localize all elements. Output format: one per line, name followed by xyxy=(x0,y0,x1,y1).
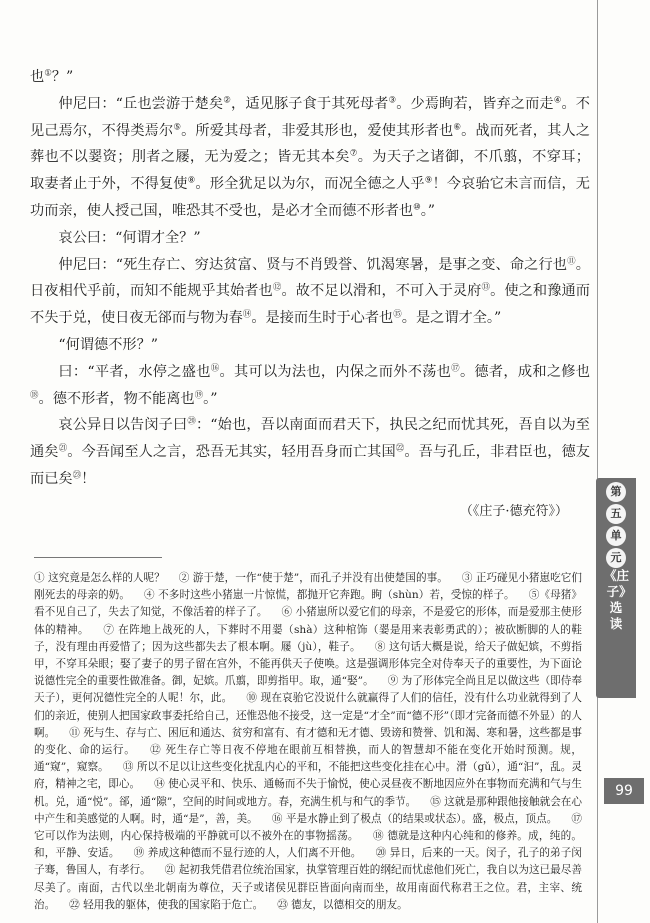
footnote-marker: ⑨ xyxy=(424,175,433,186)
footnote: ⑧ 这句话大概是说，给天子做妃嫔，不剪指甲，不穿耳朵眼；娶了妻子的男子留在宫外，不能再供天子使唤。这是强调形体完全对侍奉天子的重要性，为下面论说德性完全的重要性做准备。御，妃嫔。爪翦，即剪指甲。取，通“娶”。 xyxy=(34,640,582,688)
page-number: 99 xyxy=(604,778,644,804)
footnote: ① 这究竟是怎么样的人呢？ xyxy=(34,572,165,584)
footnote-marker: ⑫ xyxy=(272,282,282,293)
footnote-marker: ⑰ xyxy=(451,363,460,374)
paragraph-list xyxy=(30,64,590,493)
footnote-marker: ⑩ xyxy=(413,202,421,213)
footnote-marker: ⑧ xyxy=(187,175,196,186)
footnote-marker: ⑲ xyxy=(194,389,204,400)
footnote-marker: ② xyxy=(223,95,231,106)
footnote-marker: ⑳ xyxy=(187,416,196,427)
margin-line xyxy=(597,0,598,923)
footnote-marker: ⑮ xyxy=(393,309,402,320)
footnote: ⑪ 死与生、存与亡、困厄和通达、贫穷和富有、有才德和无才德、毁谤和赞誉、饥和渴、寒和暑，这些都是事的变化、命的运行。 xyxy=(34,726,582,757)
footnote-marker: ⑬ xyxy=(481,282,491,293)
footnote: ④ 不多时这些小猪崽一片惊慌，都抛开它奔跑。眴（shùn）若，受惊的样子。 xyxy=(144,589,515,602)
unit-char: 单 xyxy=(606,526,626,546)
footnote-marker: ㉒ xyxy=(395,443,405,454)
paragraph: 曰：“平者，水停之盛也⑯。其可以为法也，内保之而外不荡也⑰。德者，成和之修也⑱。德不形者，物不能离也⑲。” xyxy=(30,363,590,407)
footnote: ⑯ 平是水静止到了极点（的结果或状态）。盛，极点，顶点。 xyxy=(271,812,558,825)
footnote: ⑭ 使心灵平和、快乐、通畅而不失于愉悦，使心灵昼夜不断地因应外在事物而充满和气与生机。兑，通“悦”。郤，通“隙”，空间的时间或地方。春，充满生机与和气的季节。 xyxy=(34,778,582,808)
footnote: ⑥ 小猪崽所以爱它们的母亲，不是爱它的形体，而是爱那主使形体的精神。 xyxy=(34,606,582,636)
footnote-marker: ⑦ xyxy=(349,148,358,159)
footnote: ② 游于楚，一作“使于楚”，而孔子并没有出使楚国的事。 xyxy=(178,572,448,584)
footnote-marker: ⑯ xyxy=(210,363,220,374)
footnote: ⑮ 这就是那种跟他接触就会在心中产生和美感觉的人啊。时，通“是”，善，美。 xyxy=(34,795,582,825)
footnote: ⑬ 所以不足以让这些变化扰乱内心的平和，不能把这些变化挂在心中。滑（gǔ），通“汩”，乱。灵府，精神之宅，即心。 xyxy=(34,761,582,791)
paragraph: 仲尼曰：“丘也尝游于楚矣②，适见豚子食于其死母者③。少焉眴若，皆弃之而走④。不见己焉尔，不得类焉尔⑤。所爱其母者，非爱其形也，爱使其形者也⑥。战而死者，其人之葬也不以翣资；刖者之屦，无为爱之；皆无其本矣⑦。为天子之诸御，不爪翦，不穿耳；取妻者止于外，不得复使⑧。形全犹足以为尔，而况全德之人乎⑨！今哀骀它未言而信，无功而亲，使人授己国，唯恐其不受也，是必才全而德不形者也⑩。” xyxy=(30,95,590,219)
unit-char: 五 xyxy=(606,504,626,524)
footnote: ⑤《母猪》看不见自己了，失去了知觉，不像活着的样子了。 xyxy=(34,589,583,619)
unit-side-tab xyxy=(596,478,636,698)
footnote: ⑰ 它可以作为法则，内心保持极端的平静就可以不被外在的事物摇荡。 xyxy=(34,812,582,843)
source-citation: （《庄子·德充符》） xyxy=(459,503,568,519)
paragraph: 也①？” xyxy=(30,68,74,85)
unit-char: 第 xyxy=(606,482,626,502)
footnote: ㉓ 德友，以德相交的朋友。 xyxy=(277,898,408,911)
footnote: ㉑ 起初我凭借君位统治国家，执掌管理百姓的纲纪而忧虑他们死亡，我自以为这已最尽善尽美了。南面，古代以坐北朝南为尊位，天子或诸侯见群臣皆面向南而坐，故用南面代称君王之位。君，主宰、统治。 xyxy=(34,864,582,911)
footnote-marker: ① xyxy=(44,68,52,79)
footnote: ⑲ 养成这种德而不显行迹的人，人们离不开他。 xyxy=(133,847,362,860)
paragraph: “何谓德不形？” xyxy=(58,336,159,353)
paragraph: 哀公异日以告闵子曰⑳：“始也，吾以南面而君天下，执民之纪而忧其死，吾自以为至通矣$^㉑$。今吾闻至人之言，恐吾无其实，轻用吾身而亡其国$^㉒$。吾与孔丘，非君臣也，德友而已矣$^㉓$！ xyxy=(30,416,590,487)
footnote: ⑫ 死生存亡等日夜不停地在眼前互相替换，而人的智慧却不能在变化开始时预测。规，通“窥”，窥察。 xyxy=(34,744,582,774)
footnote-marker: ④ xyxy=(553,95,562,106)
paragraph: 哀公曰：“何谓才全？” xyxy=(58,229,201,246)
footnote-marker: ③ xyxy=(388,95,397,106)
footnote: ⑦ 在阵地上战死的人，下葬时不用翣（shà）这种棺饰（翣是用来表彰勇武的）；被砍断脚的人的鞋子，没有理由再爱惜了；因为这些都失去了根本啊。屦（jù），鞋子。 xyxy=(34,623,583,653)
footnote: ⑩ 现在哀骀它没说什么就赢得了人们的信任，没有什么功业就得到了人们的亲近，使别人把国家政事委托给自己，还惟恐他不接受，这一定是“才全”而“德不形”（即才完备而德不外显）的人啊。 xyxy=(34,692,583,739)
footnote: ⑳ 异日，后来的一天。闵子，孔子的弟子闵子骞，鲁国人，有孝行。 xyxy=(34,847,583,877)
footnote: ⑨ 为了形体完全尚且足以做这些（即侍奉天子），更何况德性完全的人呢！尔，此。 xyxy=(34,675,582,705)
footnote-marker: ⑥ xyxy=(453,121,462,132)
notes-divider xyxy=(34,557,162,558)
footnote-marker: ⑤ xyxy=(173,121,182,132)
footnote-marker: ㉑ xyxy=(58,443,68,454)
paragraph: 仲尼曰：“死生存亡、穷达贫富、贤与不肖毁誉、饥渴寒暑，是事之变、命之行也⑪。日夜相代乎前，而知不能规乎其始者也⑫。故不足以滑和，不可入于灵府⑬。使之和豫通而不失于兑，使日夜无郤而与物为春⑭。是接而生时于心者也⑮。是之谓才全。” xyxy=(30,255,590,327)
footnote-marker: ⑱ xyxy=(30,389,39,400)
footnote-marker: ⑭ xyxy=(242,309,252,320)
footnotes xyxy=(34,570,582,914)
footnote-marker: ㉓ xyxy=(72,470,82,481)
unit-char: 元 xyxy=(606,548,626,568)
footnote: ③ 正巧碰见小猪崽吃它们刚死去的母亲的奶。 xyxy=(34,572,582,602)
book-title: 《庄子》选读 xyxy=(604,568,630,631)
main-text xyxy=(30,64,590,526)
footnote-marker: ⑪ xyxy=(567,255,576,266)
footnote: ㉒ 轻用我的躯体，使我的国家陷于危亡。 xyxy=(69,898,264,911)
footnote: ⑱ 德就是这种内心纯和的修养。成，纯的。和，平静、安适。 xyxy=(34,830,582,860)
